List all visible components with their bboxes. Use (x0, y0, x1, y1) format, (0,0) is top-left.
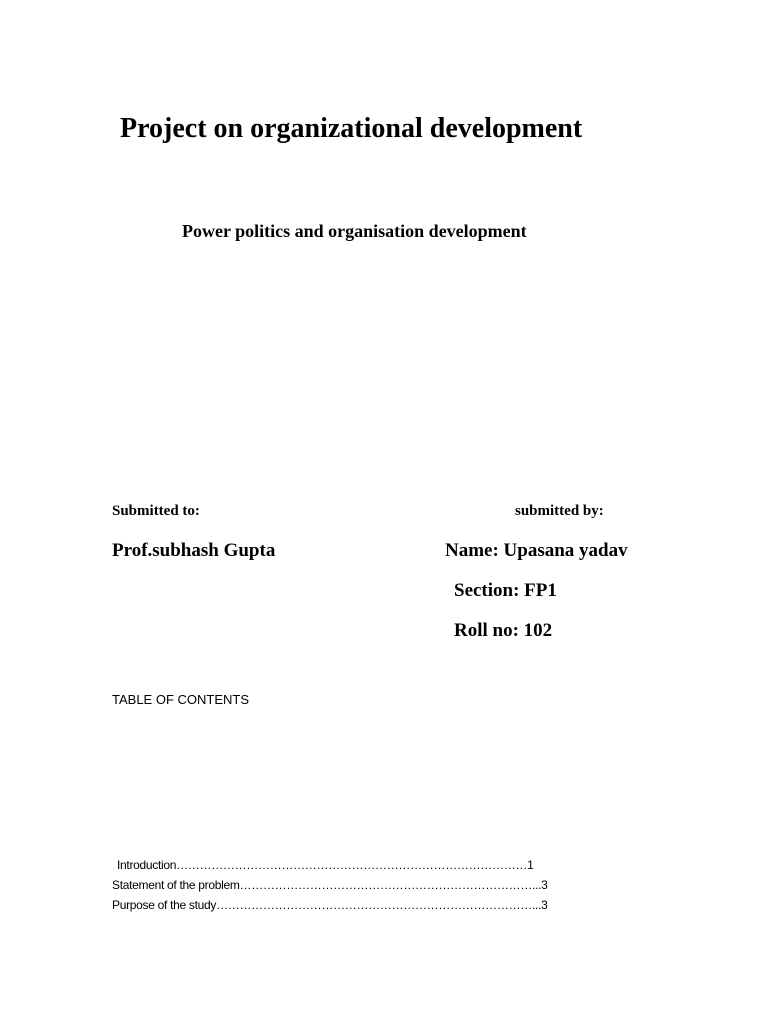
toc-entry-purpose-of-study: Purpose of the study………………………………………………………………………...3 (112, 898, 548, 912)
toc-heading: TABLE OF CONTENTS (112, 692, 249, 707)
student-section: Section: FP1 (454, 580, 557, 601)
toc-entry-introduction: Introduction………………………………………………………………………………1 (117, 858, 534, 872)
document-subtitle: Power politics and organisation development (182, 221, 527, 241)
professor-name: Prof.subhash Gupta (112, 540, 276, 561)
submitted-to-label: Submitted to: (112, 503, 200, 519)
student-roll-number: Roll no: 102 (454, 620, 553, 641)
document-title: Project on organizational development (120, 113, 583, 144)
student-name: Name: Upasana yadav (445, 540, 628, 561)
toc-entry-statement-of-problem: Statement of the problem…………………………………………………………………...3 (112, 878, 548, 892)
submitted-by-label: submitted by: (515, 503, 604, 519)
